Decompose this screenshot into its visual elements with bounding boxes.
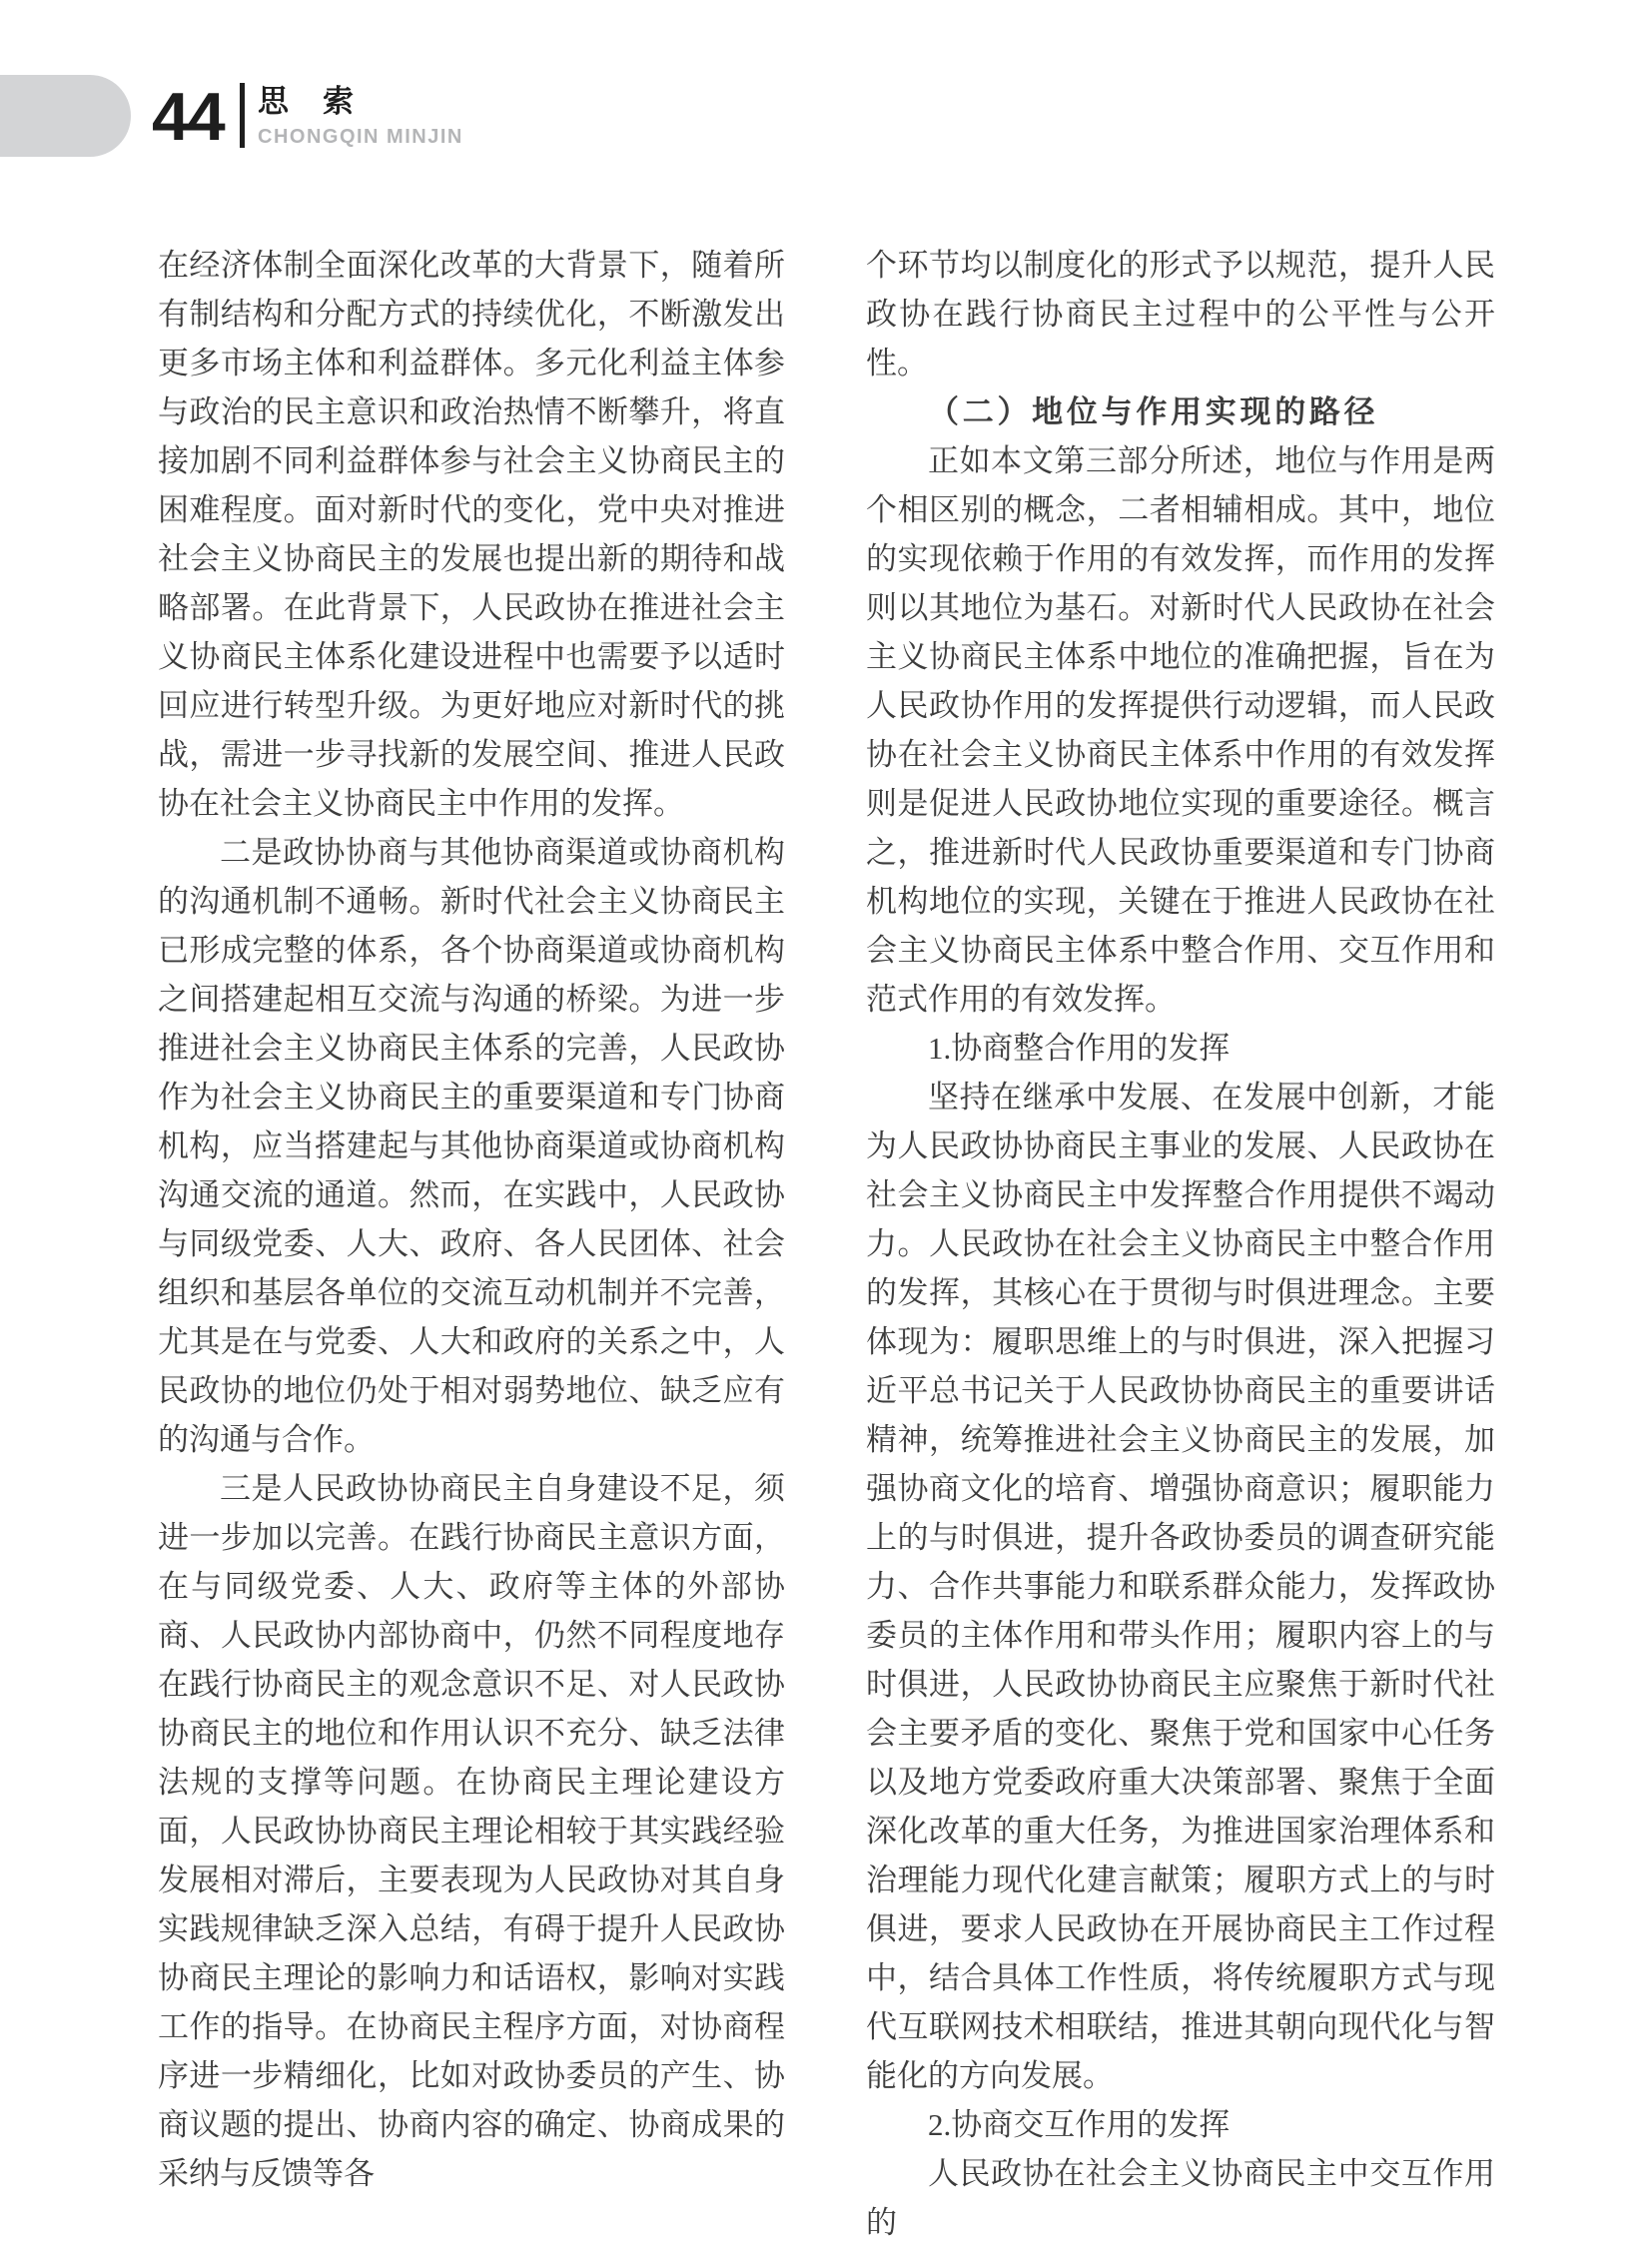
paragraph: 坚持在继承中发展、在发展中创新，才能为人民政协协商民主事业的发展、人民政协在社会主义协商民主中发挥整合作用提供不竭动力。人民政协在社会主义协商民主中整合作用的发挥，其核心在于贯彻与时俱进理念。主要体现为：履职思维上的与时俱进，深入把握习近平总书记关于人民政协协商民主的重要讲话精神，统筹推进社会主义协商民主的发展，加强协商文化的培育、增强协商意识；履职能力上的与时俱进，提升各政协委员的调查研究能力、合作共事能力和联系群众能力，发挥政协委员的主体作用和带头作用；履职内容上的与时俱进，人民政协协商民主应聚焦于新时代社会主要矛盾的变化、聚焦于党和国家中心任务以及地方党委政府重大决策部署、聚焦于全面深化改革的重大任务，为推进国家治理体系和治理能力现代化建言献策；履职方式上的与时俱进，要求人民政协在开展协商民主工作过程中，结合具体工作性质，将传统履职方式与现代互联网技术相联结，推进其朝向现代化与智能化的方向发展。 [866, 1080, 1495, 2093]
section-subtitle: CHONGQIN MINJIN [258, 126, 463, 148]
section-title [258, 86, 354, 117]
left-column [158, 241, 785, 2198]
numbered-subhead: 2.协商交互作用的发挥 [928, 2107, 1231, 2142]
paragraph: 个环节均以制度化的形式予以规范，提升人民政协在践行协商民主过程中的公平性与公开性。 [866, 248, 1495, 380]
paragraph: 三是人民政协协商民主自身建设不足，须进一步加以完善。在践行协商民主意识方面，在与同级党委、人大、政府等主体的外部协商、人民政协内部协商中，仍然不同程度地存在践行协商民主的观念意识不足、对人民政协协商民主的地位和作用认识不充分、缺乏法律法规的支撑等问题。在协商民主理论建设方面，人民政协协商民主理论相较于其实践经验发展相对滞后，主要表现为人民政协对其自身实践规律缺乏深入总结，有碍于提升人民政协协商民主理论的影响力和话语权，影响对实践工作的指导。在协商民主程序方面，对协商程序进一步精细化，比如对政协委员的产生、协商议题的提出、协商内容的确定、协商成果的采纳与反馈等各 [158, 1471, 785, 2191]
paragraph: 人民政协在社会主义协商民主中交互作用的 [866, 2156, 1495, 2240]
paragraph: 在经济体制全面深化改革的大背景下，随着所有制结构和分配方式的持续优化，不断激发出更多市场主体和利益群体。多元化利益主体参与政治的民主意识和政治热情不断攀升，将直接加剧不同利益群体参与社会主义协商民主的困难程度。面对新时代的变化，党中央对推进社会主义协商民主的发展也提出新的期待和战略部署。在此背景下，人民政协在推进社会主义协商民主体系化建设进程中也需要予以适时回应进行转型升级。为更好地应对新时代的挑战，需进一步寻找新的发展空间、推进人民政协在社会主义协商民主中作用的发挥。 [158, 248, 785, 821]
paragraph: 正如本文第三部分所述，地位与作用是两个相区别的概念，二者相辅相成。其中，地位的实现依赖于作用的有效发挥，而作用的发挥则以其地位为基石。对新时代人民政协在社会主义协商民主体系中地位的准确把握，旨在为人民政协作用的发挥提供行动逻辑，而人民政协在社会主义协商民主体系中作用的有效发挥则是促进人民政协地位实现的重要途径。概言之，推进新时代人民政协重要渠道和专门协商机构地位的实现，关键在于推进人民政协在社会主义协商民主体系中整合作用、交互作用和范式作用的有效发挥。 [866, 443, 1495, 1017]
page-number: 44 [152, 79, 224, 155]
subsection-heading: （二）地位与作用实现的路径 [928, 394, 1379, 429]
numbered-subhead: 1.协商整合作用的发挥 [928, 1031, 1231, 1066]
section-title-char-2: 索 [323, 84, 354, 119]
corner-tab [0, 75, 131, 157]
header-divider [240, 83, 245, 148]
paragraph: 二是政协协商与其他协商渠道或协商机构的沟通机制不通畅。新时代社会主义协商民主已形成完整的体系，各个协商渠道或协商机构之间搭建起相互交流与沟通的桥梁。为进一步推进社会主义协商民主体系的完善，人民政协作为社会主义协商民主的重要渠道和专门协商机构，应当搭建起与其他协商渠道或协商机构沟通交流的通道。然而，在实践中，人民政协与同级党委、人大、政府、各人民团体、社会组织和基层各单位的交流互动机制并不完善，尤其是在与党委、人大和政府的关系之中，人民政协的地位仍处于相对弱势地位、缺乏应有的沟通与合作。 [158, 835, 785, 1457]
section-title-char-1: 思 [258, 84, 289, 119]
right-column [866, 241, 1495, 2241]
